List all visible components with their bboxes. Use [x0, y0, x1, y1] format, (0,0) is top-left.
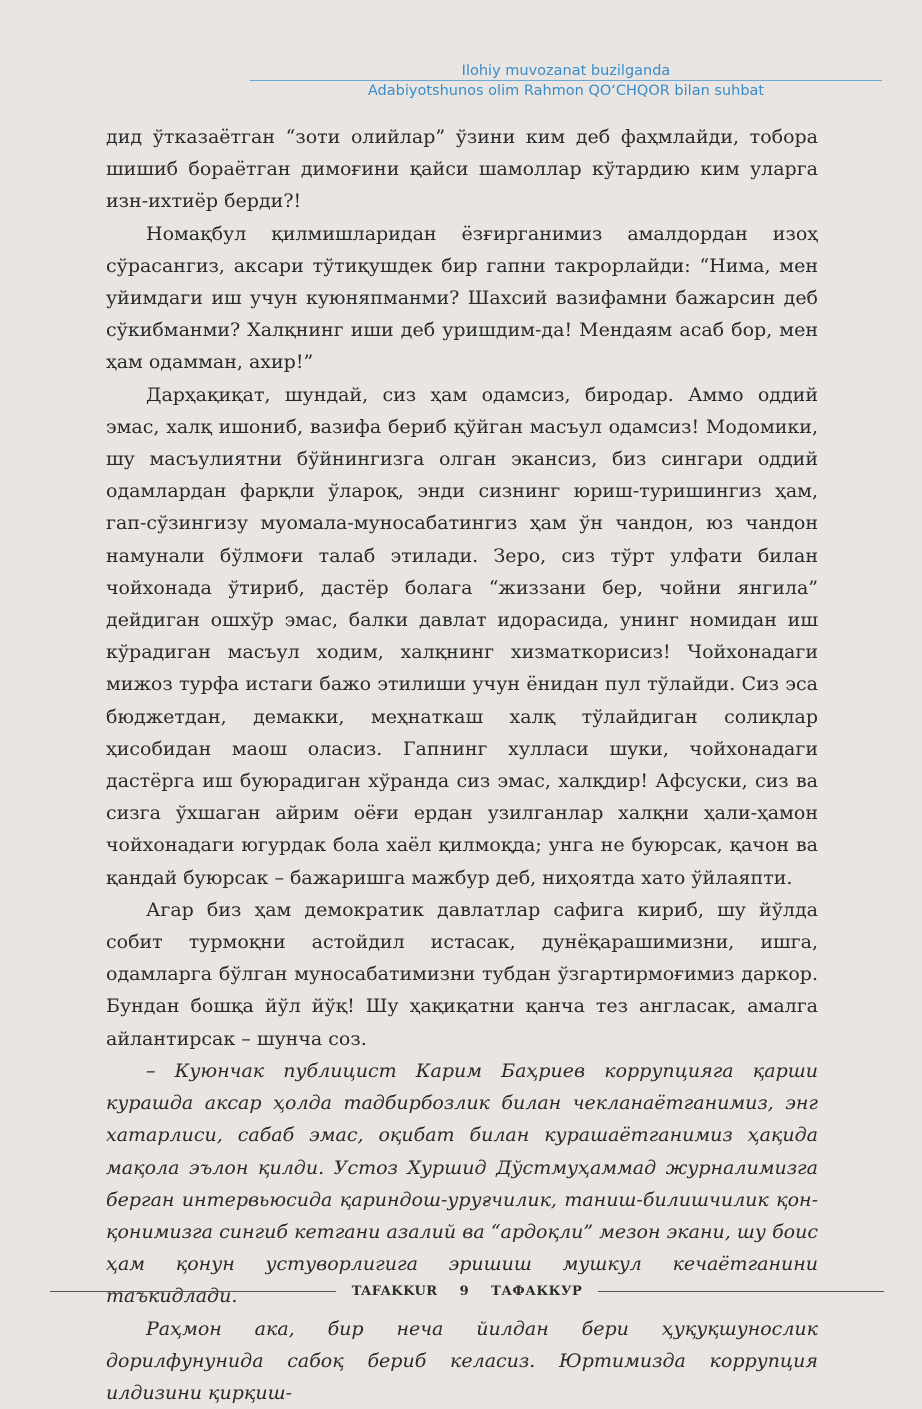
running-header	[250, 62, 882, 101]
paragraph: дид ўтказаётган “зоти олийлар” ўзини ким деб фаҳмлайди, тобора шишиб бораётган димоғини қайси шамоллар кўтардию ким уларга изн-ихтиёр берди?!	[106, 126, 818, 213]
paragraph: Номақбул қилмишларидан ёзғирганимиз амалдордан изоҳ сўрасангиз, аксари тўтиқушдек бир гапни такрорлайди: “Нима, мен уйимдаги иш учун куюняпманми? Шахсий вазифамни бажарсин деб сўкибманми? Халқнинг иши деб уришдим-да! Мендаям асаб бор, мен ҳам одамман, ахир!”	[106, 222, 818, 374]
header-subtitle: Adabiyotshunos olim Rahmon QO‘CHQOR bilan suhbat	[367, 83, 765, 99]
page-footer	[50, 1284, 884, 1299]
footer-journal-cyrillic: ТАФАККУР	[491, 1284, 583, 1299]
paragraph: Дарҳақиқат, шундай, сиз ҳам одамсиз, биродар. Аммо оддий эмас, халқ ишониб, вазифа бериб қўйган масъул одамсиз! Модомики, шу масъулиятни бўйнингизга олган экансиз, биз сингари оддий одамлардан фарқли ўлароқ, энди сизнинг юриш-туришингиз ҳам, гап-сўзингизу муомала-муносабатингиз ҳам ўн чандон, юз чандон намунали бўлмоғи талаб этилади. Зеро, сиз тўрт улфати билан чойхонада ўтириб, дастёр болага “жиззани бер, чойни янгила” дейдиган ошхўр эмас, балки давлат идорасида, унинг номидан иш кўрадиган масъул ходим, халқнинг хизматкорисиз! Чойхонадаги мижоз турфа истаги бажо этилиши учун ёнидан пул тўлайди. Сиз эса бюджетдан, демакки, меҳнаткаш халқ тўлайдиган солиқлар ҳисобидан маош оласиз. Гапнинг хулласи шуки, чойхонадаги дастёрга иш буюрадиган хўранда сиз эмас, халқдир! Афсуски, сиз ва сизга ўхшаган айрим оёғи ердан узилганлар халқни ҳали-ҳамон чойхонадаги югурдак бола хаёл қилмоқда; унга не буюрсак, қачон ва қандай буюрсак – бажаришга мажбур деб, ниҳоятда хато ўйлаяпти.	[106, 383, 818, 889]
header-rule	[250, 80, 882, 81]
footer-rule-left	[50, 1291, 336, 1292]
header-title: Ilohiy muvozanat buzilganda	[461, 63, 671, 79]
question-paragraph: Раҳмон ака, бир неча йилдан бери ҳуқуқшунослик дорилфунунида сабоқ бериб келасиз. Юртимизда коррупция илдизини қирқиш-	[106, 1317, 818, 1404]
article-body	[106, 121, 818, 1409]
page-number: 9	[459, 1284, 470, 1299]
paragraph: Агар биз ҳам демократик давлатлар сафига кириб, шу йўлда собит турмоқни астойдил истасак, дунёқарашимизни, ишга, одамларга бўлган муносабатимизни тубдан ўзгартирмоғимиз даркор. Бундан бошқа йўл йўқ! Шу ҳақиқатни қанча тез англасак, амалга айлантирсак – шунча соз.	[106, 898, 818, 1050]
footer-rule-right	[598, 1291, 884, 1292]
footer-journal-latin: TAFAKKUR	[351, 1284, 438, 1299]
question-paragraph: – Куюнчак публицист Карим Баҳриев коррупцияга қарши курашда аксар ҳолда тадбирбозлик билан чекланаётганимиз, энг хатарлиси, сабаб эмас, оқибат билан курашаётганимиз ҳақида мақола эълон қилди. Устоз Хуршид Дўстмуҳаммад журналимизга берган интервьюсида қариндош-уруғчилик, таниш-билишчилик қон-қонимизга сингиб кетгани азалий ва “ардоқли” мезон экани, шу боис ҳам қонун устуворлигига эришиш мушкул кечаётганини таъкидлади.	[106, 1059, 818, 1308]
